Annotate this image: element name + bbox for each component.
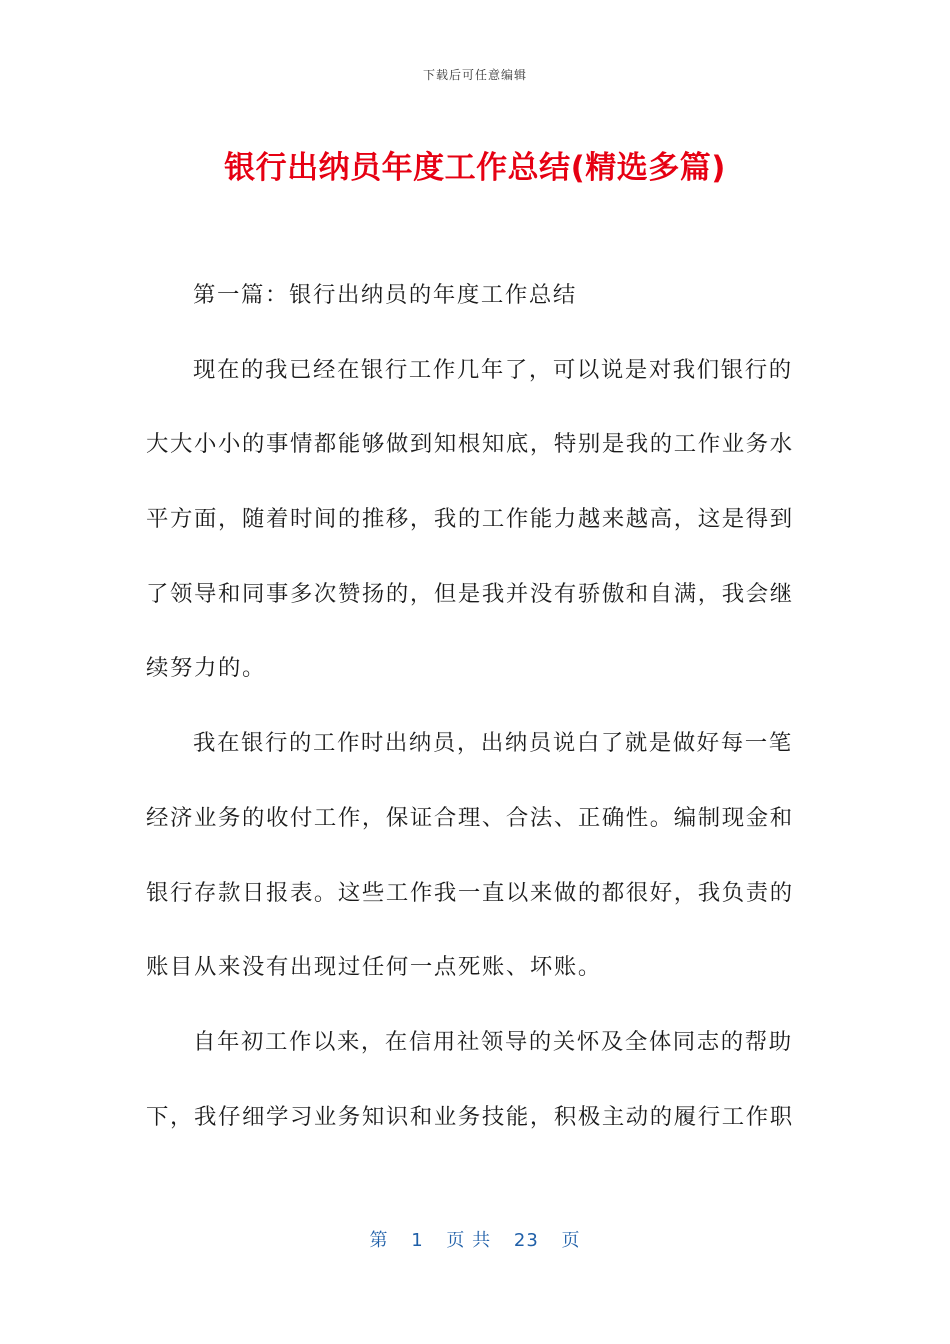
paragraph-line: 续努力的。: [146, 655, 266, 682]
page-prefix: 第: [369, 1230, 389, 1251]
paragraph-line: 自年初工作以来，在信用社领导的关怀及全体同志的帮助: [193, 1028, 793, 1055]
page-suffix: 页: [561, 1230, 581, 1251]
paragraph-line: 了领导和同事多次赞扬的，但是我并没有骄傲和自满，我会继: [146, 580, 794, 607]
paragraph-line: 现在的我已经在银行工作几年了，可以说是对我们银行的: [193, 356, 793, 383]
paragraph-line: 下，我仔细学习业务知识和业务技能，积极主动的履行工作职: [146, 1103, 794, 1130]
paragraph-line: 经济业务的收付工作，保证合理、合法、正确性。编制现金和: [146, 804, 794, 831]
document-body: [146, 272, 796, 1168]
page-number: 1: [411, 1230, 424, 1251]
document-title: 银行出纳员年度工作总结(精选多篇): [224, 150, 726, 186]
page-mid: 页 共: [446, 1230, 492, 1251]
paragraph-line: 平方面，随着时间的推移，我的工作能力越来越高，这是得到: [146, 506, 794, 533]
page-total: 23: [513, 1230, 539, 1251]
section-heading: 第一篇：银行出纳员的年度工作总结: [193, 282, 577, 308]
header-note: 下载后可任意编辑: [422, 68, 527, 82]
paragraph-line: 账目从来没有出现过任何一点死账、坏账。: [146, 954, 602, 981]
paragraph-line: 银行存款日报表。这些工作我一直以来做的都很好，我负责的: [146, 879, 794, 906]
paragraph-line: 我在银行的工作时出纳员，出纳员说白了就是做好每一笔: [193, 730, 793, 757]
page-footer: [0, 1226, 950, 1252]
paragraph-line: 大大小小的事情都能够做到知根知底，特别是我的工作业务水: [146, 431, 794, 458]
